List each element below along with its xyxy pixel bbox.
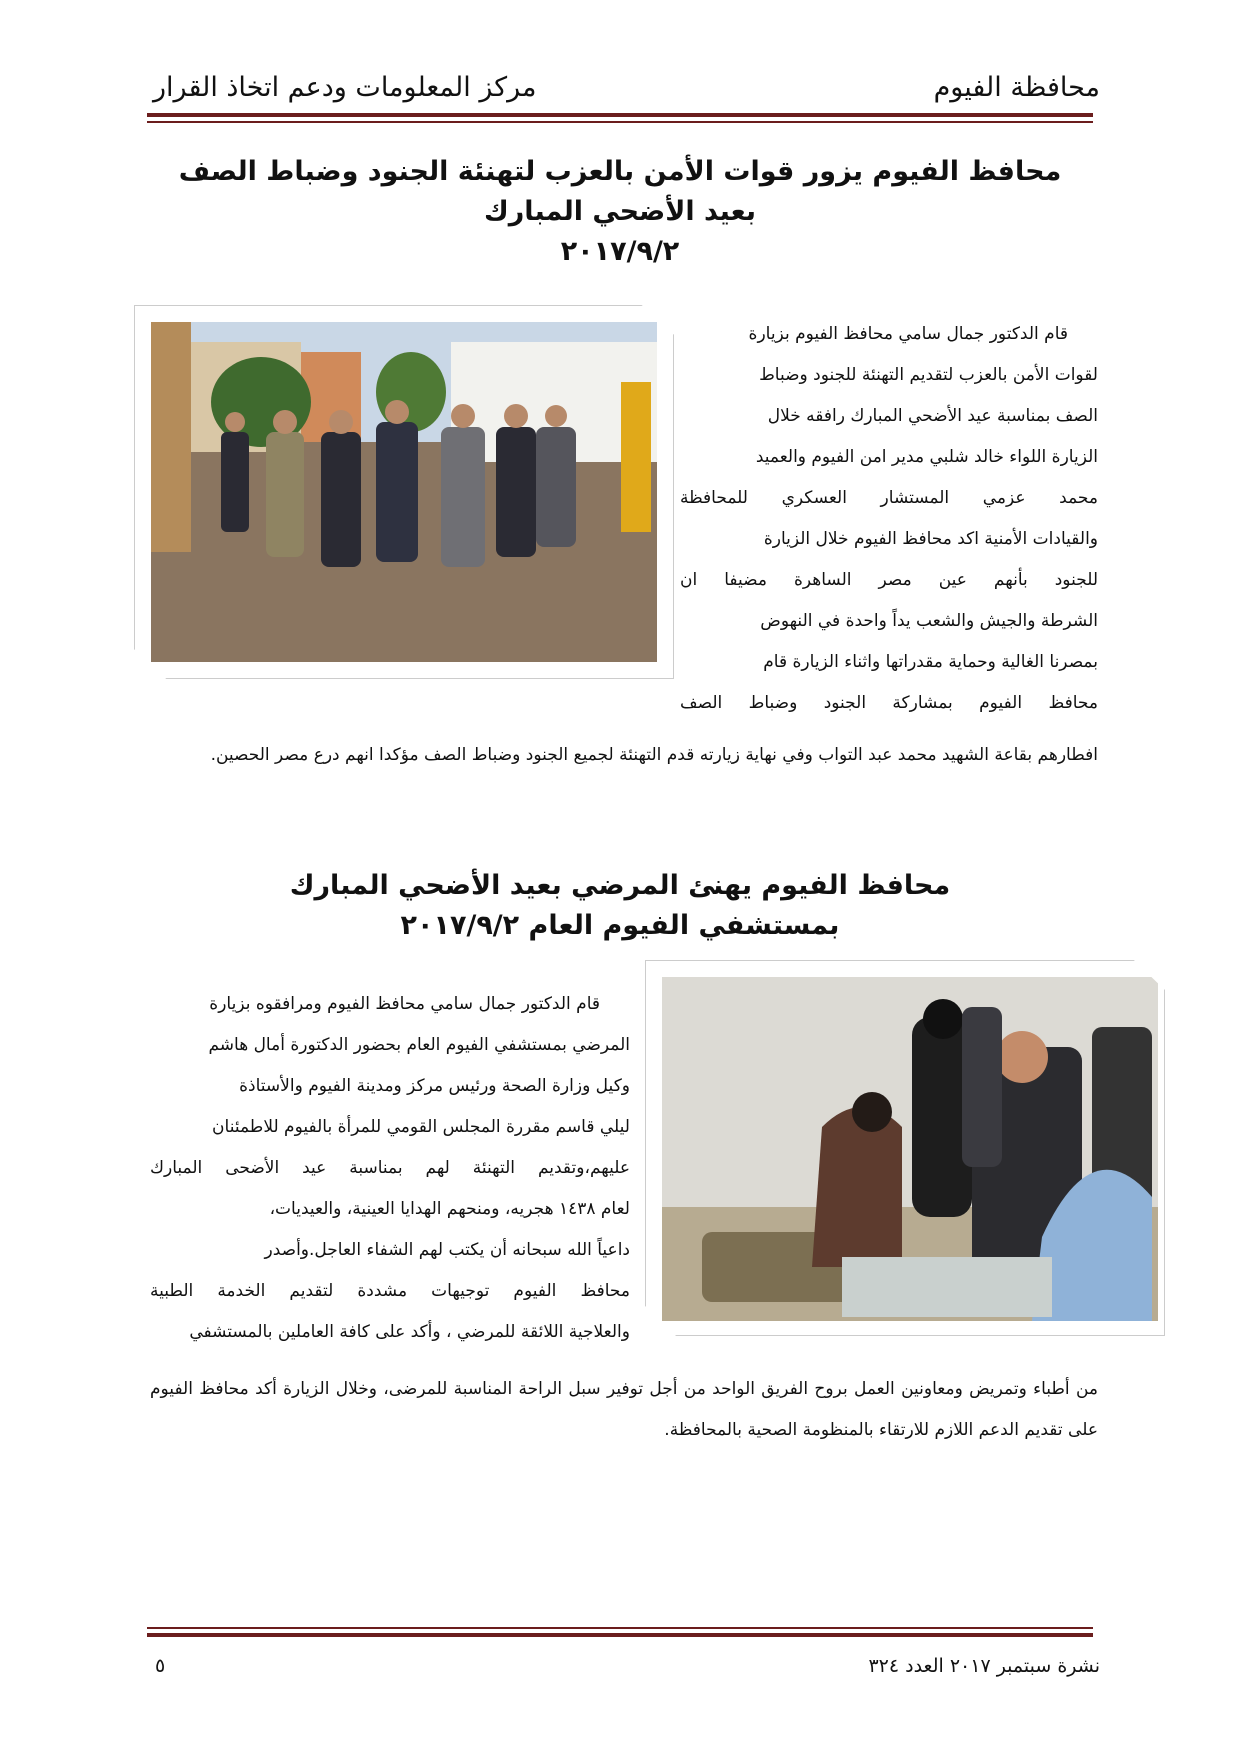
footer-issue: نشرة سبتمبر ٢٠١٧ العدد ٣٢٤	[868, 1655, 1100, 1677]
article2-line: لعام ١٤٣٨ هجريه، ومنحهم الهدايا العينية، والعيديات،	[269, 1199, 630, 1219]
article1-title-line2: بعيد الأضحي المبارك	[484, 196, 756, 227]
article1-line: بمصرنا الغالية وحماية مقدراتها واثناء الزيارة قام	[763, 652, 1098, 672]
article2-line: وكيل وزارة الصحة ورئيس مركز ومدينة الفيوم والأستاذة	[239, 1076, 630, 1096]
article1-photo	[151, 322, 657, 662]
article2-photo	[662, 977, 1158, 1321]
article1-line: الزيارة اللواء خالد شلبي مدير امن الفيوم والعميد	[755, 447, 1098, 467]
article2-body	[150, 984, 630, 1353]
article1-line: لقوات الأمن بالعزب لتقديم التهنئة للجنود وضباط	[759, 365, 1098, 385]
article2-line: المرضي بمستشفي الفيوم العام بحضور الدكتورة أمال هاشم	[208, 1035, 630, 1055]
article2-title	[147, 866, 1093, 946]
article1-title-line1: محافظ الفيوم يزور قوات الأمن بالعزب لتهنئة الجنود وضباط الصف	[178, 156, 1062, 187]
article2-line: عليهم،وتقديم التهنئة لهم بمناسبة عيد الأضحى المبارك	[150, 1158, 630, 1178]
page-number: ٥	[155, 1655, 166, 1677]
article1-line: محمد عزمي المستشار العسكري للمحافظة	[680, 488, 1098, 508]
header-governorate: محافظة الفيوم	[933, 72, 1100, 103]
article1-line: قام الدكتور جمال سامي محافظ الفيوم بزيارة	[748, 324, 1068, 344]
article1-line: محافظ الفيوم بمشاركة الجنود وضباط الصف	[680, 693, 1098, 713]
footer-rule-thick	[147, 1633, 1093, 1637]
article1-body	[680, 314, 1098, 724]
article2-line: محافظ الفيوم توجيهات مشددة لتقديم الخدمة الطبية	[150, 1281, 630, 1301]
article1-photo-frame	[134, 305, 674, 679]
header-rule-thick	[147, 113, 1093, 117]
article1-continuation: افطارهم بقاعة الشهيد محمد عبد التواب وفي نهاية زيارته قدم التهنئة لجميع الجنود وضباط الصف مؤكدا انهم درع مصر الحصين.	[210, 745, 1098, 765]
article1-line: الصف بمناسبة عيد الأضحي المبارك رافقه خلال	[767, 406, 1098, 426]
article1-line: الشرطة والجيش والشعب يداً واحدة في النهوض	[760, 611, 1098, 631]
article2-title-line2: بمستشفي الفيوم العام ٢٠١٧/٩/٢	[400, 910, 840, 941]
header-center-name: مركز المعلومات ودعم اتخاذ القرار	[153, 72, 537, 103]
article1-line: والقيادات الأمنية اكد محافظ الفيوم خلال الزيارة	[763, 529, 1098, 549]
article2-photo-frame	[645, 960, 1165, 1336]
header-rule-thin	[147, 121, 1093, 123]
footer-rule-thin	[147, 1627, 1093, 1629]
article2-title-line1: محافظ الفيوم يهنئ المرضي بعيد الأضحي المبارك	[289, 870, 951, 901]
article2-line: قام الدكتور جمال سامي محافظ الفيوم ومرافقوه بزيارة	[209, 994, 600, 1014]
article1-title	[147, 152, 1093, 272]
article1-line: للجنود بأنهم عين مصر الساهرة مضيفا ان	[680, 570, 1098, 590]
article1-date: ٢٠١٧/٩/٢	[560, 236, 680, 267]
article2-line: داعياً الله سبحانه أن يكتب لهم الشفاء العاجل.وأصدر	[264, 1240, 630, 1260]
article2-continuation: من أطباء وتمريض ومعاونين العمل بروح الفريق الواحد من أجل توفير سبل الراحة المناسبة للمرضى، وخلال الزيارة أكد محافظ الفيوم على تقديم الدعم اللازم للارتقاء بالمنظومة الصحية بالمحافظة.	[150, 1379, 1098, 1440]
article2-line: والعلاجية اللائقة للمرضي ، وأكد على كافة العاملين بالمستشفي	[189, 1322, 630, 1342]
article2-line: ليلي قاسم مقررة المجلس القومي للمرأة بالفيوم للاطمئنان	[212, 1117, 630, 1137]
